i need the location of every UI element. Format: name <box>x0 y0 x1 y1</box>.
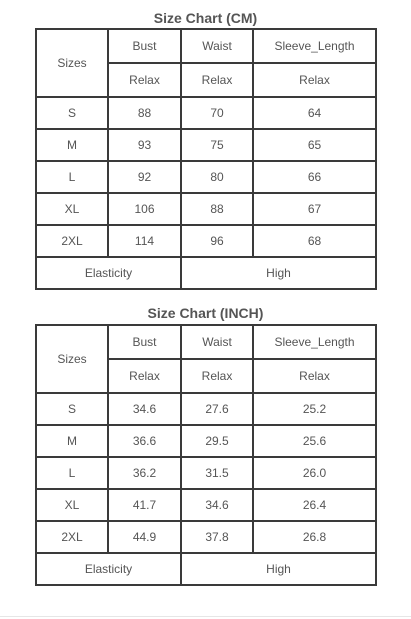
bust-fit-subheader: Relax <box>108 63 181 97</box>
table-row <box>36 425 376 457</box>
size-cell: L <box>36 161 108 193</box>
table-row <box>36 457 376 489</box>
bottom-divider <box>0 616 411 617</box>
size-chart-cm-title: Size Chart (CM) <box>153 10 258 26</box>
bust-cell: 93 <box>108 129 181 161</box>
elasticity-value: High <box>181 553 376 585</box>
table-row <box>36 521 376 553</box>
waist-cell: 70 <box>181 97 253 129</box>
sleeve-fit-subheader: Relax <box>253 359 376 393</box>
waist-header: Waist <box>181 325 253 359</box>
size-cell: M <box>36 129 108 161</box>
size-cell: XL <box>36 193 108 225</box>
sleeve-cell: 64 <box>253 97 376 129</box>
bust-header: Bust <box>108 325 181 359</box>
bust-cell: 34.6 <box>108 393 181 425</box>
waist-cell: 31.5 <box>181 457 253 489</box>
elasticity-row <box>36 257 376 289</box>
table-row <box>36 225 376 257</box>
waist-cell: 29.5 <box>181 425 253 457</box>
sleeve-length-header: Sleeve_Length <box>253 325 376 359</box>
size-cell: XL <box>36 489 108 521</box>
table-header-row <box>36 325 376 359</box>
waist-cell: 96 <box>181 225 253 257</box>
waist-cell: 37.8 <box>181 521 253 553</box>
waist-header: Waist <box>181 29 253 63</box>
table-row <box>36 393 376 425</box>
waist-cell: 80 <box>181 161 253 193</box>
size-cell: S <box>36 393 108 425</box>
sleeve-cell: 65 <box>253 129 376 161</box>
size-cell: 2XL <box>36 225 108 257</box>
bust-cell: 106 <box>108 193 181 225</box>
size-chart-inch-title: Size Chart (INCH) <box>147 305 264 321</box>
waist-fit-subheader: Relax <box>181 63 253 97</box>
bust-cell: 36.6 <box>108 425 181 457</box>
waist-cell: 88 <box>181 193 253 225</box>
elasticity-row <box>36 553 376 585</box>
sleeve-length-header: Sleeve_Length <box>253 29 376 63</box>
elasticity-label: Elasticity <box>36 257 181 289</box>
waist-cell: 34.6 <box>181 489 253 521</box>
sizes-header: Sizes <box>36 29 108 97</box>
table-row <box>36 129 376 161</box>
sleeve-cell: 25.2 <box>253 393 376 425</box>
sleeve-cell: 26.8 <box>253 521 376 553</box>
bust-cell: 41.7 <box>108 489 181 521</box>
bust-cell: 92 <box>108 161 181 193</box>
size-chart-inch-table <box>35 324 377 586</box>
sizes-header: Sizes <box>36 325 108 393</box>
bust-cell: 44.9 <box>108 521 181 553</box>
sleeve-cell: 68 <box>253 225 376 257</box>
sleeve-cell: 25.6 <box>253 425 376 457</box>
size-chart-cm-table <box>35 28 377 290</box>
bust-header: Bust <box>108 29 181 63</box>
sleeve-cell: 26.0 <box>253 457 376 489</box>
table-row <box>36 489 376 521</box>
waist-fit-subheader: Relax <box>181 359 253 393</box>
table-header-row <box>36 29 376 63</box>
bust-cell: 36.2 <box>108 457 181 489</box>
waist-cell: 75 <box>181 129 253 161</box>
bust-cell: 88 <box>108 97 181 129</box>
bust-fit-subheader: Relax <box>108 359 181 393</box>
size-cell: S <box>36 97 108 129</box>
table-row <box>36 161 376 193</box>
elasticity-value: High <box>181 257 376 289</box>
table-row <box>36 97 376 129</box>
table-row <box>36 193 376 225</box>
size-cell: 2XL <box>36 521 108 553</box>
bust-cell: 114 <box>108 225 181 257</box>
sleeve-fit-subheader: Relax <box>253 63 376 97</box>
sleeve-cell: 66 <box>253 161 376 193</box>
sleeve-cell: 67 <box>253 193 376 225</box>
waist-cell: 27.6 <box>181 393 253 425</box>
sleeve-cell: 26.4 <box>253 489 376 521</box>
size-cell: L <box>36 457 108 489</box>
elasticity-label: Elasticity <box>36 553 181 585</box>
size-cell: M <box>36 425 108 457</box>
